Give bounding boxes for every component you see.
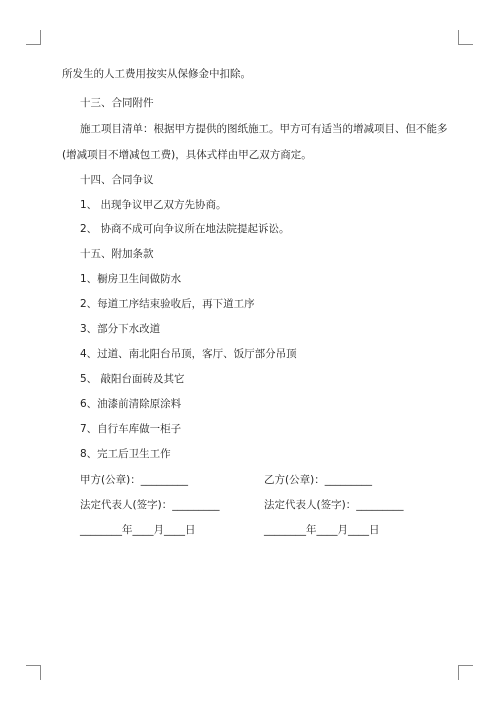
term-item-2: 2、每道工序结束验收后，再下道工序 bbox=[80, 298, 255, 310]
party-b-representative: 法定代表人(签字)：_________ bbox=[264, 499, 404, 511]
term-item-8: 8、完工后卫生工作 bbox=[80, 448, 171, 460]
term-item-4: 4、过道、南北阳台吊顶，客厅、饭厅部分吊顶 bbox=[80, 348, 297, 360]
dispute-item-1: 1、 出现争议甲乙双方先协商。 bbox=[80, 199, 227, 211]
party-a-representative: 法定代表人(签字)：_________ bbox=[80, 499, 220, 511]
paragraph-warranty-deduction: 所发生的人工费用按实从保修金中扣除。 bbox=[62, 68, 251, 80]
heading-section-14-disputes: 十四、合同争议 bbox=[80, 174, 154, 186]
dispute-item-2: 2、 协商不成可向争议所在地法院提起诉讼。 bbox=[80, 223, 290, 235]
paragraph-project-list: 施工项目清单：根据甲方提供的图纸施工。甲方可有适当的增减项目、但不能多 bbox=[80, 123, 448, 135]
party-a-date: ________年____月____日 bbox=[80, 524, 196, 536]
heading-section-13-attachments: 十三、合同附件 bbox=[80, 97, 154, 109]
term-item-1: 1、橱房卫生间做防水 bbox=[80, 273, 182, 285]
party-b-seal: 乙方(公章)：_________ bbox=[264, 474, 372, 486]
corner-mark-top-right bbox=[458, 30, 473, 45]
party-a-seal: 甲方(公章)：_________ bbox=[80, 474, 188, 486]
corner-mark-top-left bbox=[26, 30, 41, 45]
corner-mark-bottom-left bbox=[26, 665, 41, 680]
term-item-5: 5、 敲阳台面砖及其它 bbox=[80, 373, 185, 385]
corner-mark-bottom-right bbox=[458, 665, 473, 680]
paragraph-project-list-continued: (增减项目不增减包工费)，具体式样由甲乙双方商定。 bbox=[62, 149, 312, 161]
term-item-3: 3、部分下水改道 bbox=[80, 323, 161, 335]
heading-section-15-additional-terms: 十五、附加条款 bbox=[80, 248, 154, 260]
term-item-7: 7、自行车库做一柜子 bbox=[80, 423, 182, 435]
term-item-6: 6、油漆前清除原涂料 bbox=[80, 398, 182, 410]
party-b-date: ________年____月____日 bbox=[264, 524, 380, 536]
